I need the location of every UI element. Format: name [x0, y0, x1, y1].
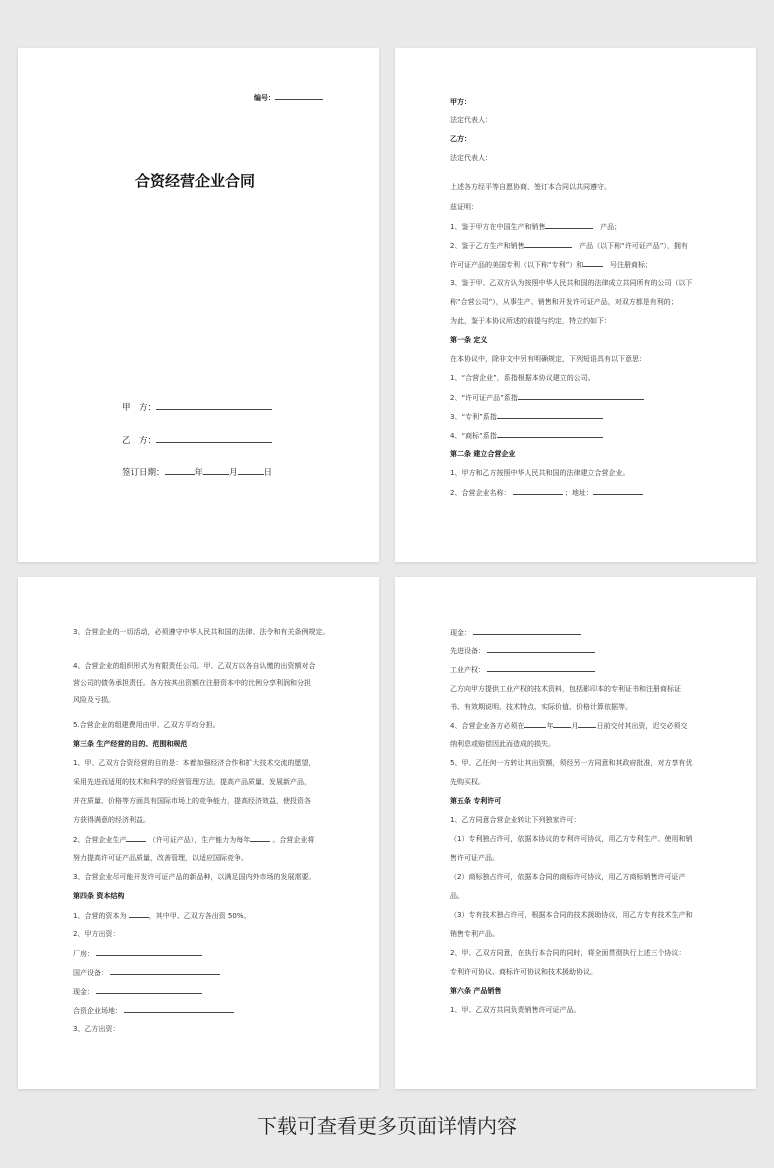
text-line [450, 720, 687, 731]
blank-line [156, 402, 272, 410]
text-line: 5.合营企业的组建费用由甲、乙双方平均分担。 [73, 721, 220, 729]
text-line: （3）专有技术独占许可，根据本合同的技术援助协议，用乙方专有技术生产和 [450, 911, 693, 919]
date-label: 签订日期： [122, 468, 165, 478]
text-line [73, 948, 202, 959]
text-line [73, 967, 220, 978]
text-segment: 2、鉴于乙方生产和销售 [450, 242, 525, 250]
article-heading: 第六条 产品销售 [450, 987, 502, 995]
blank-line [124, 1005, 234, 1013]
text-line: 并在质量、价格等方面具有国际市场上的竞争能力，提高经济效益，使投资各 [73, 797, 311, 805]
party-b-label: 乙 方： [122, 436, 157, 446]
text-line [450, 664, 595, 675]
text-segment: 产品（以下称“许可证产品”），拥有 [579, 242, 688, 250]
text-line: 2、甲方出资： [73, 930, 120, 938]
text-line: 1、甲、乙双方共同负责销售许可证产品。 [450, 1006, 581, 1014]
article-heading: 第二条 建立合营企业 [450, 450, 516, 458]
text-segment: 2、合营企业名称： [450, 489, 511, 497]
text-line: （1）专利独占许可，依据本协议的专利许可协议，用乙方专利生产、使用和销 [450, 835, 693, 843]
text-line: 品。 [450, 892, 464, 900]
article-heading: 第五条 专利许可 [450, 797, 502, 805]
blank-line [553, 720, 571, 728]
signing-date [122, 466, 272, 478]
text-line [73, 1005, 234, 1016]
blank-line [583, 259, 603, 267]
blank-line [96, 948, 202, 956]
text-segment: 许可证产品的美国专利（以下称“专利”）和 [450, 261, 584, 269]
text-line: 3、乙方出资： [73, 1025, 120, 1033]
blank-line [129, 910, 149, 918]
text-segment: ，其中甲、乙双方各出资 50%。 [148, 912, 251, 920]
text-segment: 日前交付其出资，迟交必须交 [596, 722, 688, 730]
document-title: 合资经营企业合同 [135, 172, 256, 190]
contract-number [254, 92, 323, 103]
blank-line [110, 967, 220, 975]
text-segment: 月 [571, 722, 579, 730]
article-heading: 第四条 资本结构 [73, 892, 125, 900]
text-segment: 年 [546, 722, 554, 730]
text-segment: 号注册商标； [609, 261, 652, 269]
party-a-heading: 甲方： [450, 98, 471, 106]
blank-line [126, 834, 146, 842]
text-segment: 现金： [73, 988, 94, 996]
text-line: 书、有效期说明、技术特点、实际价值、价格计算依据等。 [450, 703, 632, 711]
text-line: 兹证明： [450, 203, 478, 211]
blank-line [524, 240, 572, 248]
contract-number-label: 编号： [254, 94, 275, 102]
text-segment: 国产设备： [73, 969, 108, 977]
blank-line [203, 467, 229, 475]
text-line [450, 487, 643, 498]
text-line [73, 986, 202, 997]
blank-line [524, 720, 546, 728]
blank-line [473, 627, 581, 635]
year-label: 年 [194, 468, 204, 478]
text-segment: 。合营企业将 [272, 836, 315, 844]
blank-line [545, 221, 593, 229]
party-a-signature [122, 401, 272, 413]
contract-page-4 [395, 577, 756, 1089]
download-prompt: 下载可查看更多页面详情内容 [257, 1114, 517, 1138]
text-line [450, 411, 603, 422]
text-line: 2、甲、乙双方同意，在执行本合同的同时，将全面贯彻执行上述三个协议： [450, 949, 686, 957]
text-segment: 产品； [600, 223, 622, 231]
blank-line [96, 986, 202, 994]
text-line: 1、“合营企业”，系指根据本协议建立的公司。 [450, 374, 595, 382]
text-line: 上述各方经平等自愿协商，签订本合同以共同遵守。 [450, 183, 611, 191]
blank-line [593, 487, 643, 495]
text-line [450, 221, 621, 232]
blank-line [250, 834, 270, 842]
blank-line [487, 645, 595, 653]
text-line [450, 240, 688, 251]
text-line: 销售专利产品。 [450, 930, 499, 938]
text-line: 售许可证产品。 [450, 854, 499, 862]
text-line: 专利许可协议、商标许可协议和技术援助协议。 [450, 968, 597, 976]
legal-rep-line: 法定代表人： [450, 154, 492, 162]
text-line: 5、甲、乙任何一方转让其出资额，须经另一方同意和其政府批准，对方享有优 [450, 759, 693, 767]
text-line: 3、鉴于甲、乙双方认为按照中华人民共和国的法律成立共同所有的公司（以下 [450, 279, 693, 287]
text-line [450, 430, 603, 441]
text-segment: 先进设备： [450, 647, 485, 655]
text-line: 风险及亏损。 [73, 696, 115, 704]
text-line [450, 259, 652, 270]
blank-line [156, 435, 272, 443]
blank-line [487, 664, 595, 672]
party-a-label: 甲 方： [122, 403, 157, 413]
text-line: 方获得满意的经济利益。 [73, 816, 150, 824]
text-line: 乙方向甲方提供工业产权的技术资料，包括影印本的专利证书和注册商标证 [450, 685, 681, 693]
text-line: 1、乙方同意合营企业转让下列独家许可： [450, 816, 581, 824]
text-segment: 工业产权： [450, 666, 485, 674]
text-line: 1、甲、乙双方合资经营的目的是：本着加强经济合作和扩大技术交流的愿望， [73, 759, 316, 767]
text-segment: 1、鉴于甲方在中国生产和销售 [450, 223, 546, 231]
text-line [450, 627, 581, 638]
blank-line [275, 92, 323, 100]
blank-line [238, 467, 264, 475]
text-line [73, 910, 251, 921]
text-line [450, 645, 595, 656]
text-segment: ；地址： [564, 489, 593, 497]
text-segment: 2、合营企业生产 [73, 836, 127, 844]
text-line: 采用先进而适用的技术和科学的经营管理方法，提高产品质量，发展新产品， [73, 778, 311, 786]
contract-page-3 [18, 577, 379, 1089]
blank-line [518, 392, 644, 400]
text-segment: 4、“商标”系指 [450, 432, 497, 440]
text-line: 1、甲方和乙方按照中华人民共和国的法律建立合营企业。 [450, 469, 630, 477]
text-line: 先购买权。 [450, 778, 485, 786]
month-label: 月 [229, 468, 238, 478]
text-segment: 4、合营企业各方必须在 [450, 722, 525, 730]
legal-rep-line: 法定代表人： [450, 116, 492, 124]
text-segment: 1、合营的资本为 [73, 912, 127, 920]
contract-page-2 [395, 48, 756, 562]
text-line: 称“合营公司”），从事生产、销售和开发许可证产品，对双方都是有利的； [450, 298, 678, 306]
text-segment: 厂房： [73, 950, 94, 958]
text-segment: 3、“专利”系指 [450, 413, 497, 421]
text-line: 4、合营企业的组织形式为有限责任公司。甲、乙双方以各自认缴的出资额对合 [73, 662, 316, 670]
blank-line [497, 430, 603, 438]
text-line: 3、合营企业的一切活动，必须遵守中华人民共和国的法律、法令和有关条例规定。 [73, 628, 330, 636]
blank-line [497, 411, 603, 419]
text-line: 为此，鉴于本协议所述的前提与约定，特立约如下： [450, 317, 611, 325]
text-line: 纳利息或赔偿因此而造成的损失。 [450, 740, 555, 748]
day-label: 日 [263, 468, 273, 478]
text-segment: 2、“许可证产品”系指 [450, 394, 518, 402]
contract-cover-page [18, 48, 379, 562]
blank-line [165, 467, 195, 475]
text-line: 3、合营企业尽可能开发许可证产品的新品种，以满足国内外市场的发展需要。 [73, 873, 316, 881]
text-line: （2）商标独占许可，依据本合同的商标许可协议，用乙方商标销售许可证产 [450, 873, 686, 881]
blank-line [513, 487, 563, 495]
blank-line [578, 720, 596, 728]
party-b-signature [122, 434, 272, 446]
article-heading: 第一条 定义 [450, 336, 488, 344]
article-heading: 第三条 生产经营的目的、范围和规范 [73, 740, 188, 748]
text-line [73, 834, 314, 845]
text-segment: 合资企业场地： [73, 1007, 122, 1015]
text-segment: （许可证产品），生产能力为每年 [148, 836, 251, 844]
text-segment: 现金： [450, 629, 471, 637]
text-line: 努力提高许可证产品质量，改善管理，以适应国际竞争。 [73, 854, 248, 862]
text-line: 在本协议中，除非文中另有明确规定，下列短语具有以下意思： [450, 355, 646, 363]
text-line: 营公司的债务承担责任。各方按其出资额在注册资本中的比例分享利润和分担 [73, 679, 311, 687]
text-line [450, 392, 644, 403]
party-b-heading: 乙方： [450, 135, 471, 143]
